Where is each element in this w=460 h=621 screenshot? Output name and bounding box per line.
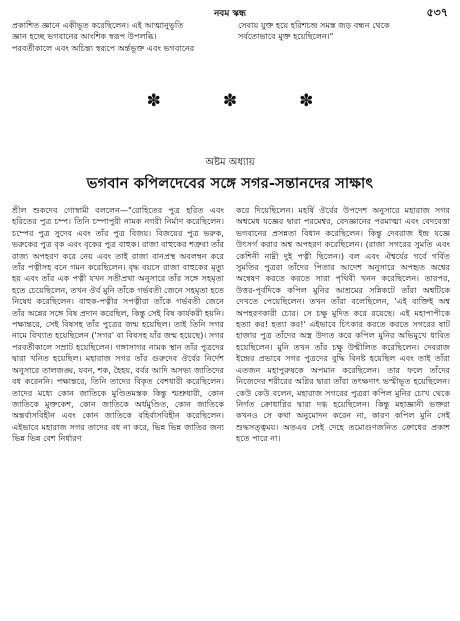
ornament-icon: ✽ <box>222 91 238 111</box>
text-line: পরবর্তীকালে এবং অচিন্ত্য স্বরূপে অর্ন্তভূক্ত এবং ভগবানের <box>12 42 195 53</box>
page-number: ৫৩৭ <box>426 6 448 19</box>
ornament-icon: ✽ <box>146 91 161 111</box>
carryover-text-right <box>238 20 448 43</box>
text-line: প্রকাশিত জ্ঞানে একীভূত করেছিলেন। এই আত্মানুভূতি <box>12 20 184 30</box>
carryover-text-left <box>12 20 218 54</box>
chapter-title: ভগবান কপিলদেবের সঙ্গে সগর-সন্তানদের সাক্ষাৎ <box>86 176 374 192</box>
body-paragraph: করে দিয়েছিলেন। মহর্ষি ঔর্বের উপদেশ অনুসারে মহারাজ সগর অশ্বমেধ যজ্ঞের দ্বারা পরমেশ্বর, বেদজ্ঞানের পরমাত্মা এবং বেদবেত্তা ভগবানের প্রসন্নতা বিধান করেছিলেন। কিন্তু দেবরাজ ইন্দ্র যজ্ঞে উৎসর্গ করার অশ্ব অপহরণ করেছিলেন। (রাজা সগরের সুমতি এবং কেশিনী নাম্নী দুই পত্নী ছিলেন।) বল এবং ঐশ্বর্যের গর্বে গর্বিত সুমতির পুত্ররা তাঁদের পিতার আদেশ অনুসারে অপহৃত অশ্বের অন্বেষণ করতে করতে সারা পৃথিবী খনন করেছিলেন। তারপর, উত্তর-পূর্বদিকে কপিল মুনির আশ্রমের সন্নিকটে তাঁরা অশ্বটিকে দেখতে পেয়েছিলেন। তখন তাঁরা বলেছিলেন, 'এই ব্যক্তিই অশ্ব অপহরণকারী চোর। সে চক্ষু মুদিত করে রয়েছে। এই মহাপাপীকে হত্যা কর! হত্যা কর!' এইভাবে চিৎকার করতে করতে সগরের ষাট হাজার পুত্র তাঁদের অস্ত্র উদ্যত করে কপিল মুনির অভিমুখে ধাবিত হয়েছিলেন। মুনি তখন তাঁর চক্ষু উন্মীলিত করেছিলেন। দেবরাজ ইন্দ্রের প্রভাবে সগর পুত্রদের বুদ্ধি বিনষ্ট হয়েছিল এবং তাই তাঁরা এতজন মহাপুরুষকে অপমান করেছিলেন। তার ফলে তাঁদের নিজেদের শরীরের অগ্নির দ্বারা তাঁরা তৎক্ষণাৎ ভস্মীভূত হয়েছিলেন। কেউ কেউ বলেন, মহারাজ সগরের পুত্ররা কপিল মুনির চোখ থেকে নির্গত ক্রোধাগ্নির দ্বারা দগ্ধ হয়েছিলেন। কিন্তু মহাজ্ঞানী ভক্তরা কখনও সে কথা অনুমোদন করেন না, কারণ কপিল মুনি সেই শুদ্ধসত্ত্বময়। অতএব সেই দেহে তমোগুণজনিত ক্রোধের প্রকাশ হতে পারে না। <box>236 205 450 444</box>
ornament-icon: ✽ <box>299 91 314 111</box>
body-column-right <box>236 205 450 445</box>
text-line: জ্ঞান হচ্ছে ভগবানের আংশিক স্বরূপ উপলব্ধি। <box>12 31 157 42</box>
text-line: সর্বতোভাবে মুক্ত হয়েছিলেন।" <box>238 31 334 42</box>
text-line: সেবায় যুক্ত হয়ে হরিশচন্দ্র সমস্ত জড় বন্ধন থেকে <box>238 20 390 30</box>
section-divider <box>0 93 460 110</box>
running-header: নবম স্কন্ধ <box>213 9 247 19</box>
body-column-left <box>12 205 224 445</box>
body-paragraph: শ্রীল শুকদেব গোস্বামী বললেন—"রোহিতের পুত্র হরিত এবং হরিতের পুত্র চম্প। তিনি চম্পাপুরী নামক নগরী নির্মাণ করেছিলেন। চম্পের পুত্র সুদেব এবং তাঁর পুত্র বিজয়। বিজয়ের পুত্র ভরুক, ভরুকের পুত্র বৃক এবং বৃকের পুত্র বাহুক। রাজা বাহুকের শত্রুরা তাঁর রাজ্য অপহরণ করে নেয় এবং তাই রাজা বানপ্রস্থ অবলম্বন করে তাঁর পত্নীসহ বনে গমন করেছিলেন। বৃদ্ধ বয়সে রাজা বাহুকের মৃত্যু হয় এবং তাঁর এক পত্নী যখন সতীপ্রথা অনুসারে তাঁর সঙ্গে সহমৃতা হতে চেয়েছিলেন, তখন ঔর্ব মুনি তাঁকে গর্ভবতী জেনে সহমৃতা হতে নিষেধ করেছিলেন। বাহুক-পত্নীর সপত্নীরা তাঁকে গর্ভবতী জেনে তাঁর অন্নের সঙ্গে বিষ প্রদান করেছিল, কিন্তু সেই বিষ কার্যকরী হয়নি। পক্ষান্তরে, সেই বিষসহ তাঁর পুত্রের জন্ম হয়েছিল। তাই তিনি সগর নামে বিখ্যাত হয়েছিলেন ('সগর' বা বিষসহ যাঁর জন্ম হয়েছে)। সগর পরবর্তীকালে সম্রাট হয়েছিলেন। গঙ্গাসাগর নামক স্থান তাঁর পুত্রদের দ্বারা খনিত হয়েছিল। মহারাজ সগর তাঁর গুরুদেব ঔর্বের নির্দেশ অনুসারে তালজঙ্ঘ, যবন, শক, হৈহয়, বর্বর আদি অসভ্য জাতিদের বধ করেননি। পক্ষান্তরে, তিনি তাদের বিকৃত বেশধারী করেছিলেন। তাদের মধ্যে কোন জাতিকে মুণ্ডিতমস্তক কিন্তু শ্মশ্রুধারী, কোন জাতিকে মুক্তকেশ, কোন জাতিকে অর্ধমুণ্ডিত, কোন জাতিকে অন্তর্বাসবিহীন এবং কোন জাতিকে বহির্বাসবিহীন করেছিলেন। এইভাবে মহারাজ সগর তাদের বধ না করে, ভিন্ন ভিন্ন জাতির জন্য ভিন্ন ভিন্ন বেশ নির্ধারণ <box>12 205 224 444</box>
chapter-label: অষ্টম অধ্যায় <box>205 157 255 168</box>
